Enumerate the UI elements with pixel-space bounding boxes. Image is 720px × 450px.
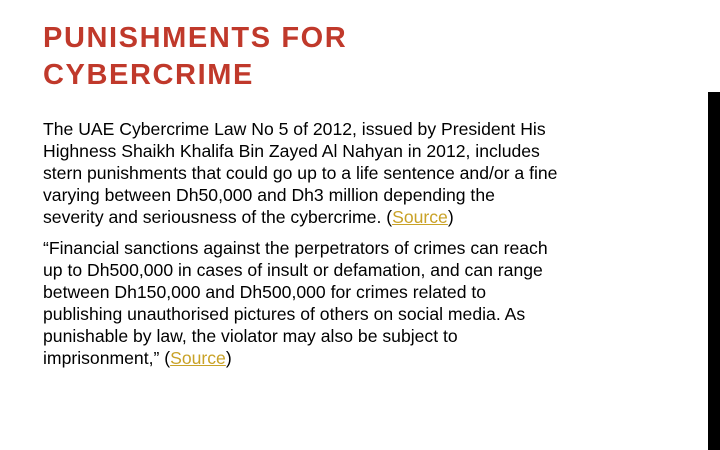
accent-bar bbox=[708, 92, 720, 450]
text-fragment: ) bbox=[225, 348, 232, 368]
text-line: between Dh150,000 and Dh500,000 for crimes related to bbox=[43, 282, 487, 302]
slide-title-line-1: PUNISHMENTS FOR bbox=[43, 22, 348, 54]
text-fragment: ) bbox=[447, 207, 454, 227]
paragraph-sanctions bbox=[43, 237, 683, 369]
text-line: stern punishments that could go up to a life sentence and/or a fine bbox=[43, 163, 558, 183]
slide-title bbox=[43, 20, 683, 94]
slide-body bbox=[43, 118, 683, 369]
text-line bbox=[43, 206, 683, 228]
text-line: up to Dh500,000 in cases of insult or defamation, and can range bbox=[43, 260, 543, 280]
source-link[interactable]: Source bbox=[392, 207, 448, 227]
text-fragment: imprisonment,” ( bbox=[43, 348, 171, 368]
slide-title-line-2: CYBERCRIME bbox=[43, 59, 254, 91]
text-line: publishing unauthorised pictures of others on social media. As bbox=[43, 304, 526, 324]
text-line: varying between Dh50,000 and Dh3 million depending the bbox=[43, 185, 495, 205]
paragraph-law bbox=[43, 118, 683, 228]
source-link[interactable]: Source bbox=[170, 348, 226, 368]
text-fragment: severity and seriousness of the cybercrime. ( bbox=[43, 207, 393, 227]
text-line: punishable by law, the violator may also be subject to bbox=[43, 326, 458, 346]
text-line: “Financial sanctions against the perpetrators of crimes can reach bbox=[43, 238, 548, 258]
text-line bbox=[43, 347, 683, 369]
text-line: The UAE Cybercrime Law No 5 of 2012, issued by President His bbox=[43, 119, 546, 139]
text-line: Highness Shaikh Khalifa Bin Zayed Al Nahyan in 2012, includes bbox=[43, 141, 540, 161]
